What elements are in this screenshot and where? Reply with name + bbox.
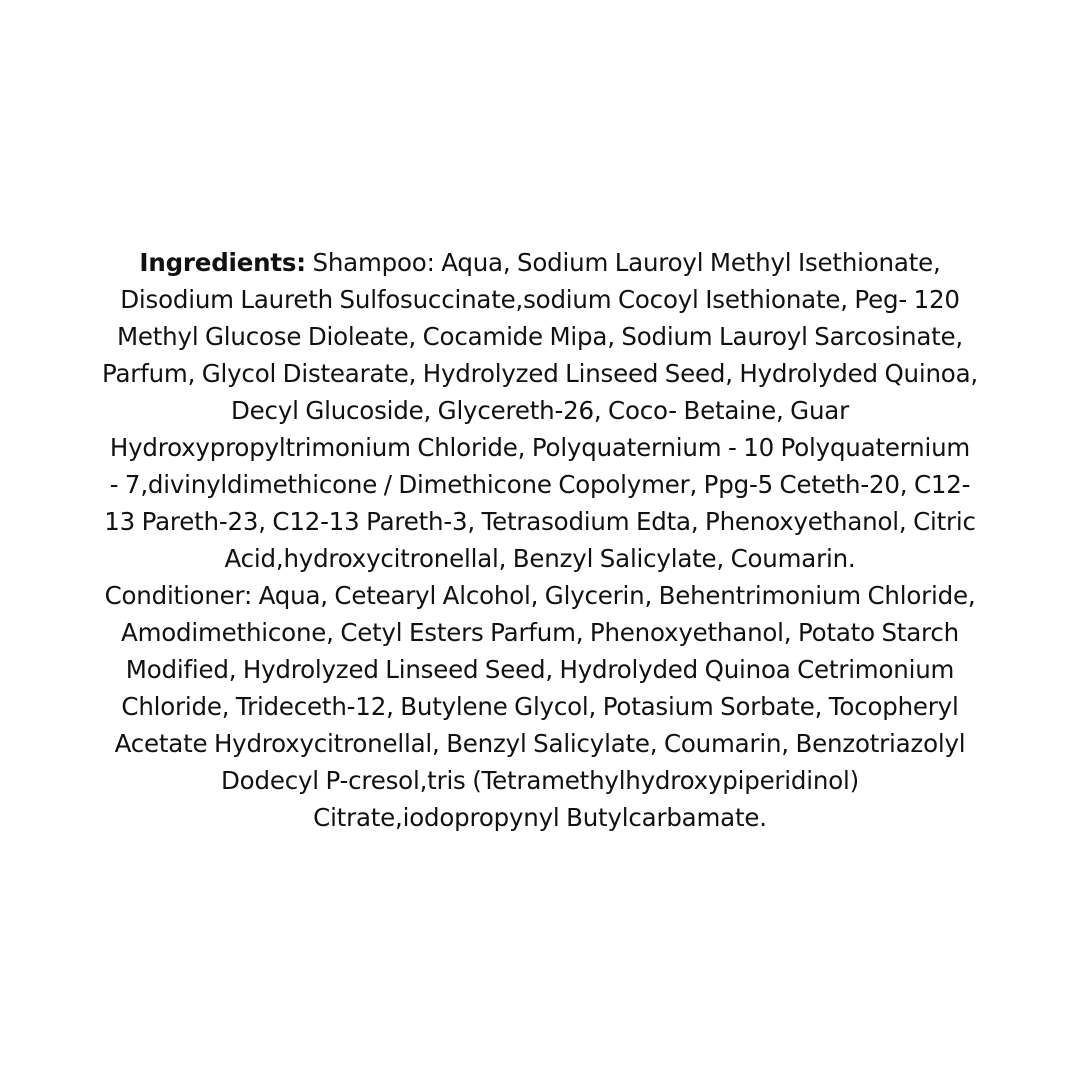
ingredients-line: Parfum, Glycol Distearate, Hydrolyzed Linseed Seed, Hydrolyded Quinoa, (101, 359, 978, 388)
ingredients-heading: Ingredients: (139, 248, 306, 277)
ingredients-line: Acetate Hydroxycitronellal, Benzyl Salicylate, Coumarin, Benzotriazolyl (114, 729, 966, 758)
ingredients-line: Dodecyl P-cresol,tris (Tetramethylhydroxypiperidinol) (221, 766, 859, 795)
ingredients-line-1 (75, 244, 1005, 281)
ingredients-line: Methyl Glucose Dioleate, Cocamide Mipa, Sodium Lauroyl Sarcosinate, (116, 322, 964, 351)
ingredients-line: Hydroxypropyltrimonium Chloride, Polyquaternium - 10 Polyquaternium (109, 433, 971, 462)
ingredients-line: Chloride, Trideceth-12, Butylene Glycol, Potasium Sorbate, Tocopheryl (121, 692, 959, 721)
ingredients-line: Citrate,iodopropynyl Butylcarbamate. (313, 803, 767, 832)
ingredients-text-block (75, 244, 1005, 836)
ingredients-line: Amodimethicone, Cetyl Esters Parfum, Phenoxyethanol, Potato Starch (121, 618, 959, 647)
ingredients-line: Decyl Glucoside, Glycereth-26, Coco- Betaine, Guar (231, 396, 849, 425)
ingredients-line: Acid,hydroxycitronellal, Benzyl Salicylate, Coumarin. (224, 544, 856, 573)
ingredients-line: Modified, Hydrolyzed Linseed Seed, Hydrolyded Quinoa Cetrimonium (125, 655, 955, 684)
shampoo-intro-text: Shampoo: Aqua, Sodium Lauroyl Methyl Isethionate, (305, 248, 941, 277)
ingredients-line: 13 Pareth-23, C12-13 Pareth-3, Tetrasodium Edta, Phenoxyethanol, Citric (104, 507, 976, 536)
conditioner-line: Conditioner: Aqua, Cetearyl Alcohol, Glycerin, Behentrimonium Chloride, (104, 581, 976, 610)
ingredients-line: - 7,divinyldimethicone / Dimethicone Copolymer, Ppg-5 Ceteth-20, C12- (109, 470, 971, 499)
ingredients-line: Disodium Laureth Sulfosuccinate,sodium Cocoyl Isethionate, Peg- 120 (120, 285, 960, 314)
